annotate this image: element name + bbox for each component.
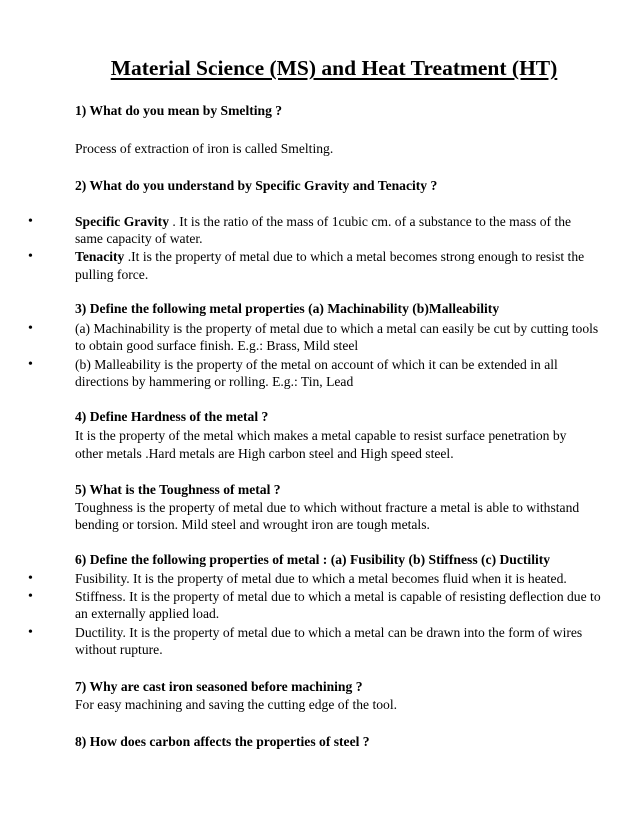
bullet-marker: •	[28, 321, 33, 336]
answer-2-bullet-2-line-1	[75, 248, 584, 265]
question-5: 5) What is the Toughness of metal ?	[75, 482, 281, 497]
answer-6-bullet-2-line-2: an externally applied load.	[75, 606, 220, 621]
answer-4-line-1: It is the property of the metal which makes a metal capable to resist surface penetration by	[75, 428, 567, 443]
question-1: 1) What do you mean by Smelting ?	[75, 103, 283, 118]
answer-2-bullet-1-text: . It is the ratio of the mass of 1cubic cm. of a substance to the mass of the	[169, 214, 572, 229]
question-3: 3) Define the following metal properties (a) Machinability (b)Malleability	[75, 301, 500, 316]
question-8: 8) How does carbon affects the properties of steel ?	[75, 734, 370, 749]
bullet-marker: •	[28, 589, 33, 604]
answer-7: For easy machining and saving the cutting edge of the tool.	[75, 697, 398, 712]
bullet-marker: •	[28, 214, 33, 229]
answer-6-bullet-1-line-1: Fusibility. It is the property of metal due to which a metal becomes fluid when it is heated.	[75, 571, 567, 586]
answer-2-bullet-1-line-1	[75, 213, 571, 230]
answer-5-line-1: Toughness is the property of metal due to which without fracture a metal is able to withstand	[75, 500, 580, 515]
bullet-marker: •	[28, 571, 33, 586]
question-2: 2) What do you understand by Specific Gravity and Tenacity ?	[75, 178, 438, 193]
answer-6-bullet-3-line-1: Ductility. It is the property of metal due to which a metal can be drawn into the form of wires	[75, 625, 583, 640]
document-title: Material Science (MS) and Heat Treatment (HT)	[110, 56, 558, 80]
question-4: 4) Define Hardness of the metal ?	[75, 409, 269, 424]
bullet-marker: •	[28, 625, 33, 640]
question-6: 6) Define the following properties of metal : (a) Fusibility (b) Stiffness (c) Ductility	[75, 552, 551, 567]
answer-2-bullet-1-line-2: same capacity of water.	[75, 231, 203, 246]
bullet-marker: •	[28, 357, 33, 372]
answer-5-line-2: bending or torsion. Mild steel and wrought iron are tough metals.	[75, 517, 430, 532]
term-tenacity: Tenacity	[75, 249, 125, 264]
answer-3-bullet-2-line-2: directions by hammering or rolling. E.g.: Tin, Lead	[75, 374, 354, 389]
answer-2-bullet-2-text: .It is the property of metal due to which a metal becomes strong enough to resist the	[124, 249, 585, 264]
answer-6-bullet-2-line-1: Stiffness. It is the property of metal due to which a metal is capable of resisting deflection due to	[75, 589, 601, 604]
answer-3-bullet-2-line-1: (b) Malleability is the property of the metal on account of which it can be extended in all	[75, 357, 558, 372]
term-specific-gravity: Specific Gravity	[75, 214, 170, 229]
answer-1: Process of extraction of iron is called Smelting.	[75, 141, 334, 156]
answer-6-bullet-3-line-2: without rupture.	[75, 642, 163, 657]
answer-2-bullet-2-line-2: pulling force.	[75, 267, 149, 282]
answer-3-bullet-1-line-1: (a) Machinability is the property of metal due to which a metal can easily be cut by cutting tools	[75, 321, 599, 336]
answer-3-bullet-1-line-2: to obtain good surface finish. E.g.: Brass, Mild steel	[75, 338, 359, 353]
answer-4-line-2: other metals .Hard metals are High carbon steel and High speed steel.	[75, 446, 454, 461]
question-7: 7) Why are cast iron seasoned before machining ?	[75, 679, 363, 694]
bullet-marker: •	[28, 249, 33, 264]
